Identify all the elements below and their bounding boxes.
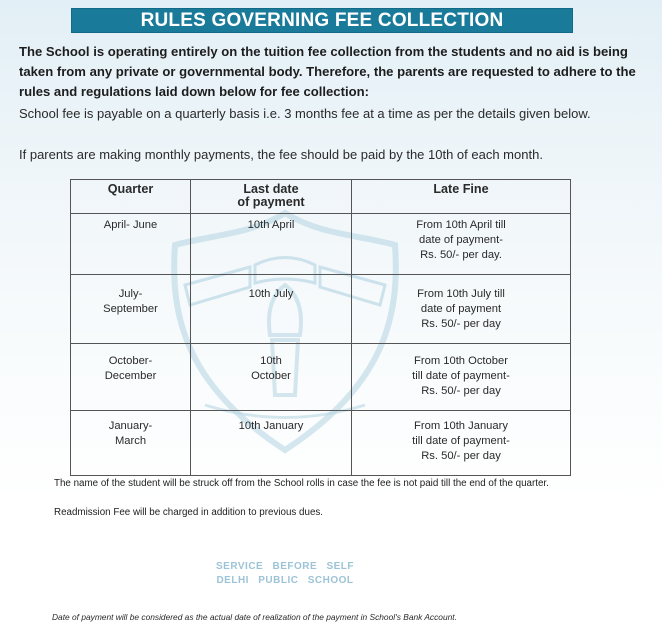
watermark-word: PUBLIC bbox=[258, 575, 299, 586]
quarter-cell: January- March bbox=[71, 411, 191, 476]
watermark-word: BEFORE bbox=[272, 561, 318, 572]
last-date-cell: 10th April bbox=[191, 214, 352, 275]
column-header-late-fine: Late Fine bbox=[352, 180, 571, 214]
table-row bbox=[71, 275, 571, 344]
payment-date-footnote: Date of payment will be considered as the actual date of realization of the payment in School's Bank Account. bbox=[52, 612, 457, 622]
late-fine-cell: From 10th July till date of payment Rs. 50/- per day bbox=[352, 275, 571, 344]
last-date-cell: 10th January bbox=[191, 411, 352, 476]
quarterly-payment-paragraph: School fee is payable on a quarterly basis i.e. 3 months fee at a time as per the details given below. bbox=[19, 106, 591, 121]
late-fine-cell: From 10th January till date of payment- Rs. 50/- per day bbox=[352, 411, 571, 476]
quarter-cell: October- December bbox=[71, 344, 191, 411]
intro-paragraph: The School is operating entirely on the tuition fee collection from the students and no aid is being taken from any private or governmental body. Therefore, the parents are requested to adhere to the rules and regulations laid down below for fee collection: bbox=[19, 44, 636, 99]
watermark-word: SERVICE bbox=[215, 561, 264, 572]
readmission-note: Readmission Fee will be charged in addition to previous dues. bbox=[54, 507, 324, 518]
last-date-cell: 10th October bbox=[191, 344, 352, 411]
table-row bbox=[71, 411, 571, 476]
column-header-quarter: Quarter bbox=[71, 180, 191, 214]
last-date-cell: 10th July bbox=[191, 275, 352, 344]
table-header-row bbox=[71, 180, 571, 214]
table-row bbox=[71, 214, 571, 275]
late-fine-cell: From 10th April till date of payment- Rs. 50/- per day. bbox=[352, 214, 571, 275]
fee-schedule-table bbox=[70, 179, 571, 476]
watermark-word: SCHOOL bbox=[307, 575, 354, 586]
late-fine-cell: From 10th October till date of payment- Rs. 50/- per day bbox=[352, 344, 571, 411]
watermark-word: SELF bbox=[326, 561, 355, 572]
quarter-cell: July- September bbox=[71, 275, 191, 344]
column-header-last-date: Last date of payment bbox=[191, 180, 352, 214]
struck-off-note: The name of the student will be struck off from the School rolls in case the fee is not paid till the end of the quarter. bbox=[54, 478, 549, 489]
monthly-payment-paragraph: If parents are making monthly payments, the fee should be paid by the 10th of each month. bbox=[19, 147, 543, 162]
document-title: RULES GOVERNING FEE COLLECTION bbox=[71, 8, 573, 33]
watermark-motto bbox=[160, 560, 410, 588]
table-row bbox=[71, 344, 571, 411]
quarter-cell: April- June bbox=[71, 214, 191, 275]
watermark-word: DELHI bbox=[216, 575, 249, 586]
